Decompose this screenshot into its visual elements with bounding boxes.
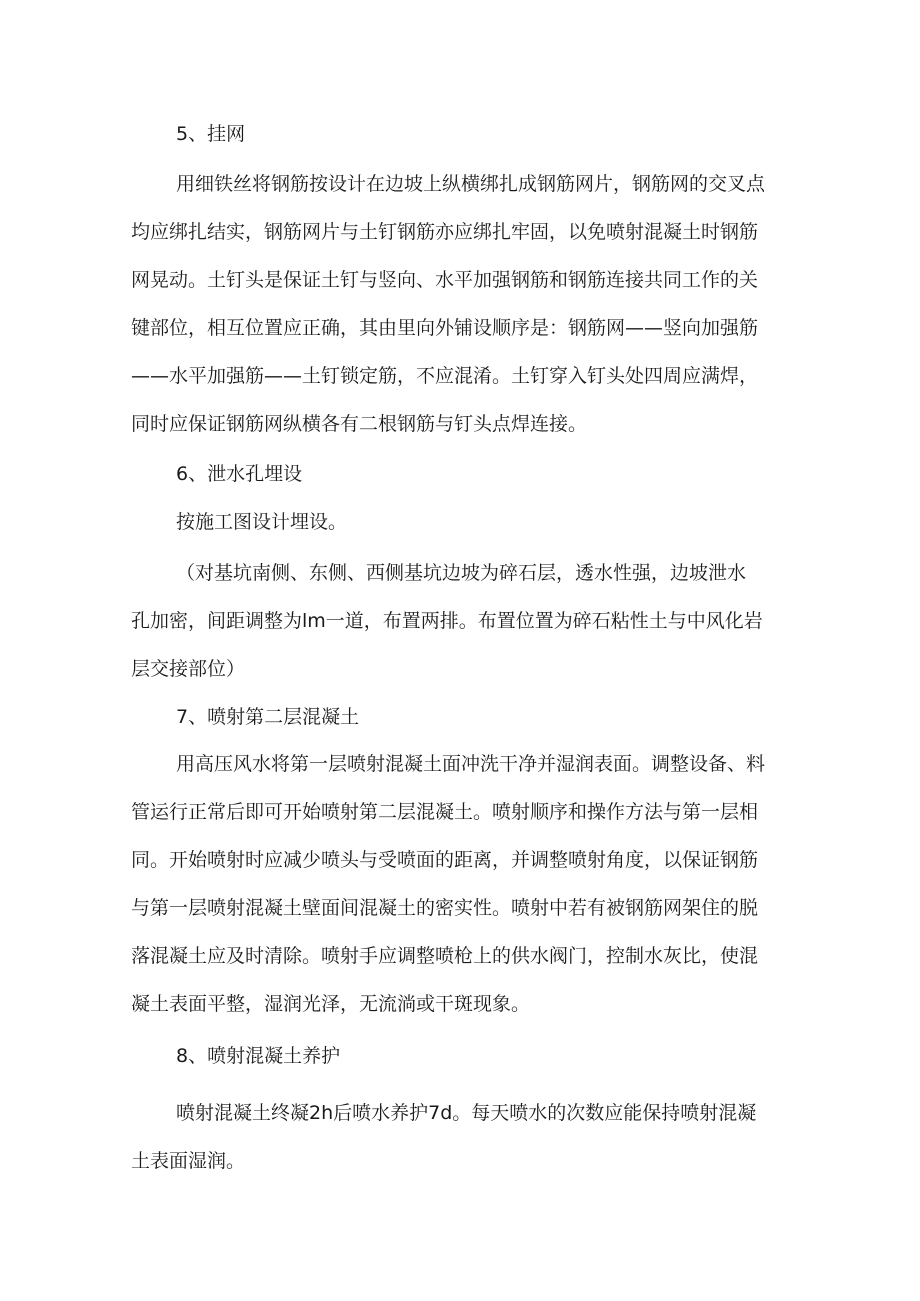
section-6-line-1: 按施工图设计埋设。 [176,511,348,533]
section-8-line-2: 土表面湿润。 [131,1150,246,1172]
section-7-line-2: 管运行正常后即可开始喷射第二层混凝土。喷射顺序和操作方法与第一层相 [131,801,759,823]
section-5-line-3: 网晃动。土钉头是保证土钉与竖向、水平加强钢筋和钢筋连接共同工作的关 [131,269,759,291]
section-7-line-5: 落混凝土应及时清除。喷射手应调整喷枪上的供水阀门，控制水灰比，使混 [131,945,759,967]
section-7-line-1: 用高压风水将第一层喷射混凝土面冲洗干净并湿润表面。调整设备、料 [176,753,766,775]
section-5-line-6: 同时应保证钢筋网纵横各有二根钢筋与钉头点焊连接。 [131,413,588,435]
section-6-note-line-2: 孔加密，间距调整为lm一道，布置两排。布置位置为碎石粘性土与中风化岩 [131,610,763,632]
section-6-note-line-3: 层交接部位） [131,658,246,680]
section-5-heading: 5、挂网 [176,123,246,145]
section-5-line-1: 用细铁丝将钢筋按设计在边坡上纵横绑扎成钢筋网片，钢筋网的交叉点 [176,173,766,195]
section-5-line-4: 键部位，相互位置应正确，其由里向外铺设顺序是：钢筋网——竖向加强筋 [131,317,759,339]
section-8-heading: 8、喷射混凝土养护 [176,1045,341,1067]
section-7-heading: 7、喷射第二层混凝土 [176,706,360,728]
section-5-line-2: 均应绑扎结实，钢筋网片与土钉钢筋亦应绑扎牢固，以免喷射混凝土时钢筋 [131,221,759,243]
section-7-line-4: 与第一层喷射混凝土壁面间混凝土的密实性。喷射中若有被钢筋网架住的脱 [131,897,759,919]
section-6-heading: 6、泄水孔埋设 [176,463,303,485]
section-8-line-1: 喷射混凝土终凝2h后喷水养护7d。每天喷水的次数应能保持喷射混凝 [176,1102,757,1124]
section-5-line-5: ——水平加强筋——土钉锁定筋，不应混淆。土钉穿入钉头处四周应满焊， [131,365,759,387]
section-7-line-3: 同。开始喷射时应减少喷头与受喷面的距离，并调整喷射角度，以保证钢筋 [131,849,759,871]
section-7-line-6: 凝土表面平整，湿润光泽，无流淌或干斑现象。 [131,993,531,1015]
section-6-note-line-1: （对基坑南侧、东侧、西侧基坑边坡为碎石层，透水性强，边坡泄水 [176,562,747,584]
